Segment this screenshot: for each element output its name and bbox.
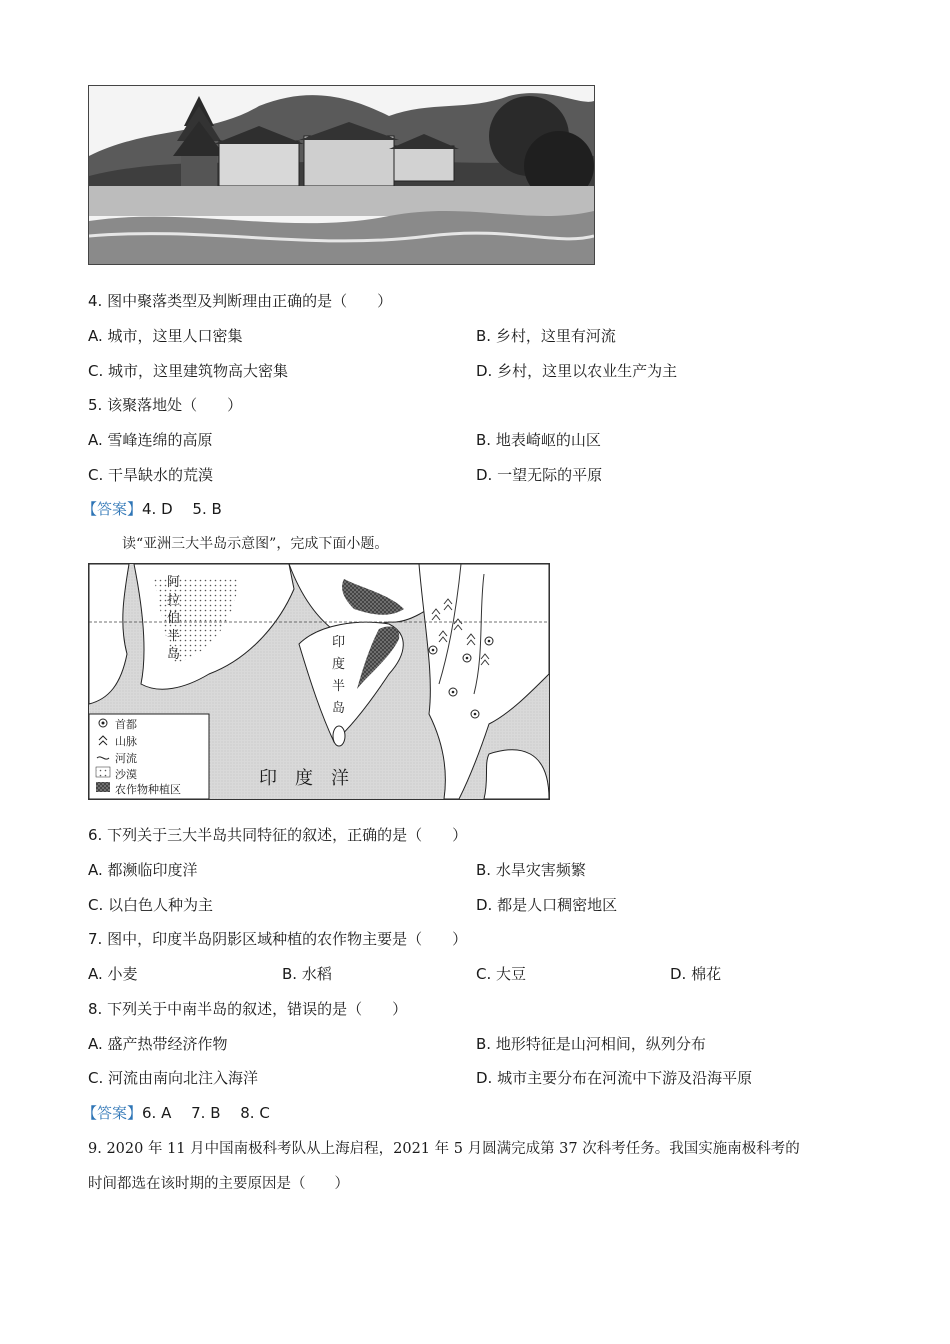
answer-block-1 xyxy=(82,498,222,519)
q5-option-c: C. 干旱缺水的荒漠 xyxy=(88,466,214,484)
label-char: 半 xyxy=(167,629,181,644)
q8-stem: 8. 下列关于中南半岛的叙述，错误的是（ ） xyxy=(88,1000,408,1018)
legend-desert: 沙漠 xyxy=(115,768,137,781)
q7-option-c: C. 大豆 xyxy=(476,965,527,983)
legend-river: 河流 xyxy=(115,752,137,765)
label-indian-ocean: 印 度 洋 xyxy=(259,768,349,789)
answer-tag: 【答案】 xyxy=(82,500,143,518)
q7-option-d: D. 棉花 xyxy=(670,965,722,983)
village-photo xyxy=(88,85,595,265)
q6-stem: 6. 下列关于三大半岛共同特征的叙述，正确的是（ ） xyxy=(88,826,468,844)
q5-option-d: D. 一望无际的平原 xyxy=(476,466,603,484)
label-char: 岛 xyxy=(332,701,346,716)
label-char: 伯 xyxy=(167,611,181,626)
answer-block-2 xyxy=(82,1102,270,1123)
q4-option-c: C. 城市，这里建筑物高大密集 xyxy=(88,362,289,380)
legend-mountain: 山脉 xyxy=(115,735,137,748)
q5-stem: 5. 该聚落地处（ ） xyxy=(88,396,243,414)
answer-tag: 【答案】 xyxy=(82,1104,143,1122)
asia-peninsulas-map xyxy=(88,563,550,800)
q5-option-b: B. 地表崎岖的山区 xyxy=(476,431,601,449)
label-indian-peninsula xyxy=(332,632,348,720)
label-arabian-peninsula xyxy=(167,574,183,664)
q7-option-a: A. 小麦 xyxy=(88,965,138,983)
village-illustration xyxy=(89,86,594,264)
answer-text: 4. D 5. B xyxy=(142,500,222,518)
q7-stem: 7. 图中，印度半岛阴影区域种植的农作物主要是（ ） xyxy=(88,930,468,948)
q4-option-b: B. 乡村，这里有河流 xyxy=(476,327,616,345)
q9-stem-line1: 9. 2020 年 11 月中国南极科考队从上海启程，2021 年 5 月圆满完成第 37 次科考任务。我国实施南极科考的 xyxy=(88,1141,800,1157)
q7-option-b: B. 水稻 xyxy=(282,965,332,983)
map-intro: 读“亚洲三大半岛示意图”，完成下面小题。 xyxy=(122,536,389,552)
q4-stem: 4. 图中聚落类型及判断理由正确的是（ ） xyxy=(88,292,393,310)
label-char: 印 xyxy=(332,635,346,650)
q8-option-b: B. 地形特征是山河相间，纵列分布 xyxy=(476,1035,706,1053)
label-char: 拉 xyxy=(167,593,181,608)
q4-option-a: A. 城市，这里人口密集 xyxy=(88,327,243,345)
q5-option-a: A. 雪峰连绵的高原 xyxy=(88,431,213,449)
q8-option-a: A. 盛产热带经济作物 xyxy=(88,1035,228,1053)
q8-option-c: C. 河流由南向北注入海洋 xyxy=(88,1069,259,1087)
q6-option-a: A. 都濒临印度洋 xyxy=(88,861,198,879)
legend-crop: 农作物种植区 xyxy=(115,783,181,796)
q4-option-d: D. 乡村，这里以农业生产为主 xyxy=(476,362,678,380)
label-char: 半 xyxy=(332,679,346,694)
q6-option-b: B. 水旱灾害频繁 xyxy=(476,861,586,879)
answer-text: 6. A 7. B 8. C xyxy=(142,1104,270,1122)
label-char: 岛 xyxy=(167,647,181,662)
q6-option-c: C. 以白色人种为主 xyxy=(88,896,214,914)
legend-capital: 首都 xyxy=(115,718,137,731)
q6-option-d: D. 都是人口稠密地区 xyxy=(476,896,618,914)
q9-stem-line2: 时间都选在该时期的主要原因是（ ） xyxy=(88,1176,349,1192)
q8-option-d: D. 城市主要分布在河流中下游及沿海平原 xyxy=(476,1069,753,1087)
label-char: 度 xyxy=(332,657,346,672)
label-char: 阿 xyxy=(167,575,181,590)
